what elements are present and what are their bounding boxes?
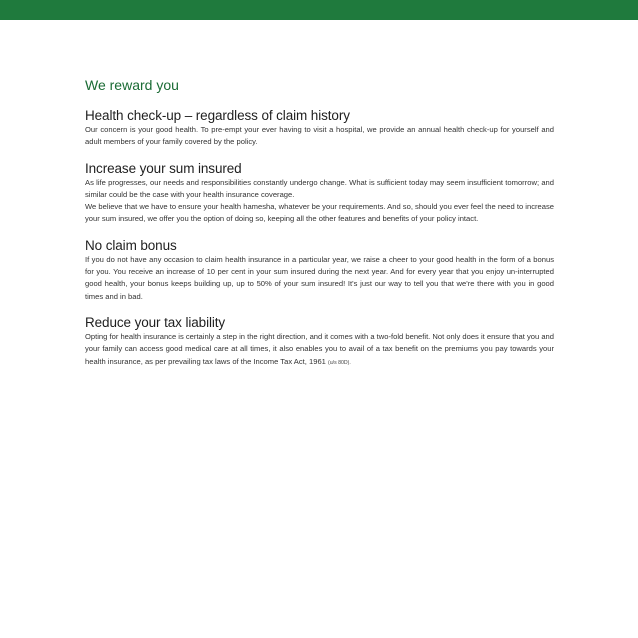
section-paragraph xyxy=(85,331,554,369)
section-paragraph-text: Opting for health insurance is certainly a step in the right direction, and it comes with a two-fold benefit. Not only does it ensure that you and your family can access good medical care at all times, it also enables you to avail of a tax benefit on the premiums you pay towards your health insurance, as per prevailing tax laws of the Income Tax Act, 1961 xyxy=(85,331,554,366)
section-reduce-tax-liability xyxy=(85,315,554,369)
page-content xyxy=(85,77,554,381)
section-paragraph: Our concern is your good health. To pre-empt your ever having to visit a hospital, we provide an annual health check-up for yourself and adult members of your family covered by the policy. xyxy=(85,125,554,147)
section-paragraph: If you do not have any occasion to claim health insurance in a particular year, we raise a cheer to your good health in the form of a bonus for you. You receive an increase of 10 per cent in your sum insured during the next year. And for every year that you enjoy un-interrupted good health, your bonus keeps building up, up to 50% of your sum insured! It's just our way to tell you that we're there with you in good times and in bad. xyxy=(85,254,554,301)
section-heading: Health check-up – regardless of claim history xyxy=(85,108,350,123)
section-increase-sum-insured xyxy=(85,161,554,226)
page-title: We reward you xyxy=(85,77,179,93)
section-heading: Increase your sum insured xyxy=(85,160,242,176)
section-health-checkup xyxy=(85,108,554,149)
section-paragraph: We believe that we have to ensure your health hamesha, whatever be your requirements. And so, should you ever feel the need to increase your sum insured, we offer you the option of doing so, keeping all the other features and benefits of your policy intact. xyxy=(85,202,554,224)
section-paragraph: As life progresses, our needs and responsibilities constantly undergo change. What is sufficient today may seem insufficient tomorrow; and similar could be the case with your health insurance coverage. xyxy=(85,177,554,199)
section-no-claim-bonus xyxy=(85,238,554,303)
section-heading: No claim bonus xyxy=(85,237,177,253)
section-heading: Reduce your tax liability xyxy=(85,314,226,330)
header-bar xyxy=(0,0,638,20)
tax-section-note: (u/s 80D). xyxy=(328,359,351,366)
